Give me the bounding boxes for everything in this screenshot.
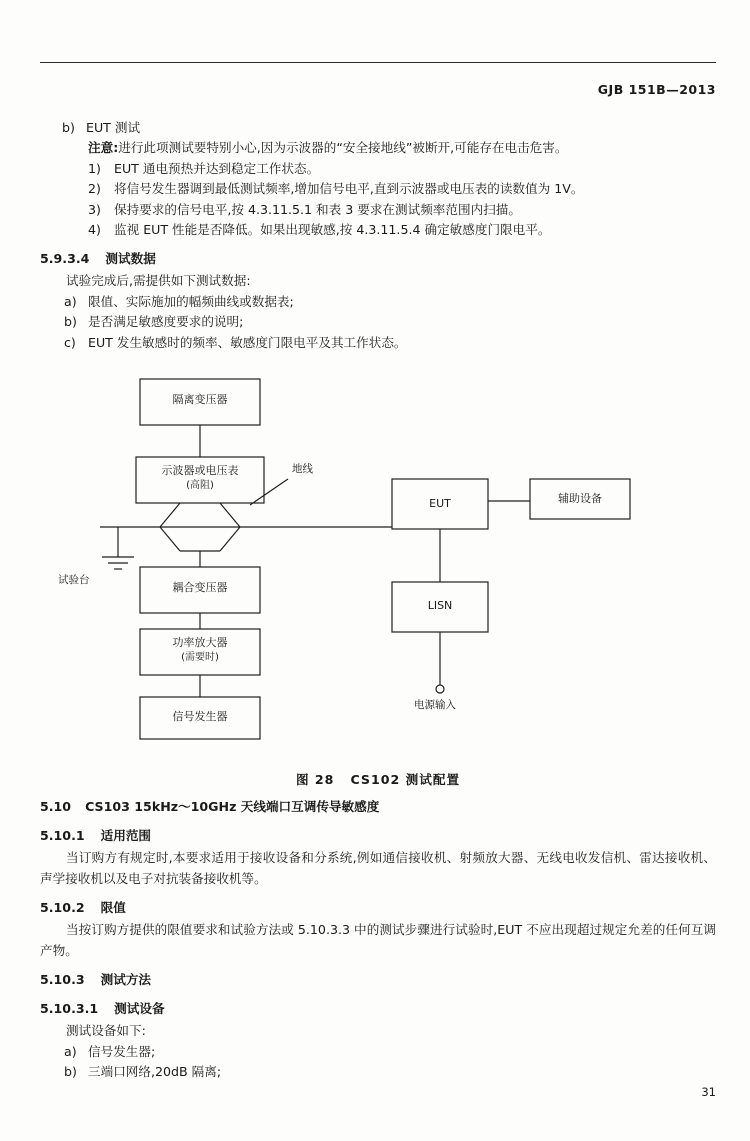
caution-label: 注意: xyxy=(88,140,119,156)
box-label-power-amplifier: 功率放大器 (需要时) xyxy=(172,636,228,663)
box-label-auxiliary-equipment: 辅助设备 xyxy=(558,492,602,506)
data-item-b xyxy=(64,312,716,332)
figure-28-svg xyxy=(40,367,716,763)
figure-caption-text: CS102 测试配置 xyxy=(350,772,461,788)
ground-symbol-label: 试验台 xyxy=(58,574,90,587)
section-number: 5.10.3.1 xyxy=(40,1001,99,1017)
section-number: 5.10.2 xyxy=(40,900,85,916)
page-number: 31 xyxy=(701,1085,716,1099)
section-5-10-3-1-lead: 测试设备如下: xyxy=(66,1023,146,1039)
power-input-terminal xyxy=(436,685,444,693)
list-text: 是否满足敏感度要求的说明; xyxy=(88,314,244,330)
step-2 xyxy=(88,179,716,199)
list-marker: b) xyxy=(62,120,75,135)
list-marker: c) xyxy=(64,334,76,350)
list-text: 监视 EUT 性能是否降低。如果出现敏感,按 4.3.11.5.4 确定敏感度门限电平。 xyxy=(114,221,551,237)
list-marker: 2) xyxy=(88,181,101,197)
list-text: 限值、实际施加的幅频曲线或数据表; xyxy=(88,293,294,309)
section-title: 适用范围 xyxy=(100,828,151,844)
section-title: CS103 15kHz～10GHz 天线端口互调传导敏感度 xyxy=(85,799,380,815)
list-text: EUT 测试 xyxy=(86,120,141,135)
section-heading-5-10-1 xyxy=(40,826,716,846)
box-label-oscilloscope-or-voltmeter: 示波器或电压表 (高阻) xyxy=(161,464,239,491)
equipment-item-a xyxy=(64,1042,716,1062)
list-text: EUT 发生敏感时的频率、敏感度门限电平及其工作状态。 xyxy=(88,334,407,350)
section-heading-5-10-3-1 xyxy=(40,999,716,1019)
box-label-eut: EUT xyxy=(429,497,451,511)
section-title: 测试设备 xyxy=(114,1001,165,1017)
section-number: 5.10.3 xyxy=(40,972,85,988)
list-marker: 4) xyxy=(88,221,101,237)
step-4 xyxy=(88,220,716,240)
section-title: 限值 xyxy=(100,900,126,916)
section-5-10-1-para: 当订购方有规定时,本要求适用于接收设备和分系统,例如通信接收机、射频放大器、无线电收发信机、雷达接收机、声学接收机以及电子对抗装备接收机等。 xyxy=(40,850,716,886)
step-3 xyxy=(88,200,716,220)
box-label-coupling-transformer: 耦合变压器 xyxy=(172,581,228,595)
equipment-item-b xyxy=(64,1062,716,1082)
section-heading-5-10 xyxy=(40,797,716,817)
list-text: EUT 通电预热并达到稳定工作状态。 xyxy=(114,160,320,176)
ground-wire-label: 地线 xyxy=(292,463,313,476)
header-rule xyxy=(40,62,716,63)
list-text: 将信号发生器调到最低测试频率,增加信号电平,直到示波器或电压表的读数值为 1V。 xyxy=(114,181,584,197)
figure-28-caption xyxy=(40,769,716,788)
section-number: 5.9.3.4 xyxy=(40,251,90,267)
figure-28-cs102-test-setup xyxy=(40,367,716,767)
section-heading-5-10-2 xyxy=(40,898,716,918)
section-heading-5-9-3-4 xyxy=(40,249,716,269)
section-heading-5-10-3 xyxy=(40,970,716,990)
data-item-a xyxy=(64,292,716,312)
page-content xyxy=(40,118,716,1082)
standard-id: GJB 151B—2013 xyxy=(597,82,716,97)
list-text: 信号发生器; xyxy=(88,1043,156,1059)
list-marker: 1) xyxy=(88,160,101,176)
list-marker: 3) xyxy=(88,201,101,217)
list-item-b xyxy=(62,118,716,138)
box-label-lisn: LISN xyxy=(427,599,453,613)
data-item-c xyxy=(64,333,716,353)
section-5-9-3-4-lead: 试验完成后,需提供如下测试数据: xyxy=(66,273,251,289)
box-label-signal-generator: 信号发生器 xyxy=(172,710,228,724)
list-marker: b) xyxy=(64,314,77,330)
caution-note xyxy=(88,138,716,158)
figure-caption-label: 图 28 xyxy=(295,772,335,788)
power-input-label: 电源输入 xyxy=(414,699,456,712)
list-text: 保持要求的信号电平,按 4.3.11.5.1 和表 3 要求在测试频率范围内扫描。 xyxy=(114,201,521,217)
list-marker: b) xyxy=(64,1064,77,1080)
list-text: 三端口网络,20dB 隔离; xyxy=(88,1064,222,1080)
caution-text: 进行此项测试要特别小心,因为示波器的“安全接地线”被断开,可能存在电击危害。 xyxy=(118,140,568,156)
box-label-isolation-transformer: 隔离变压器 xyxy=(172,393,228,407)
section-number: 5.10.1 xyxy=(40,828,85,844)
list-marker: a) xyxy=(64,1043,77,1059)
step-1 xyxy=(88,159,716,179)
section-5-10-2-para: 当按订购方提供的限值要求和试验方法或 5.10.3.3 中的测试步骤进行试验时,EUT 不应出现超过规定允差的任何互调产物。 xyxy=(40,922,716,958)
list-marker: a) xyxy=(64,293,77,309)
section-title: 测试方法 xyxy=(100,972,151,988)
section-title: 测试数据 xyxy=(105,251,156,267)
section-number: 5.10 xyxy=(40,799,72,815)
